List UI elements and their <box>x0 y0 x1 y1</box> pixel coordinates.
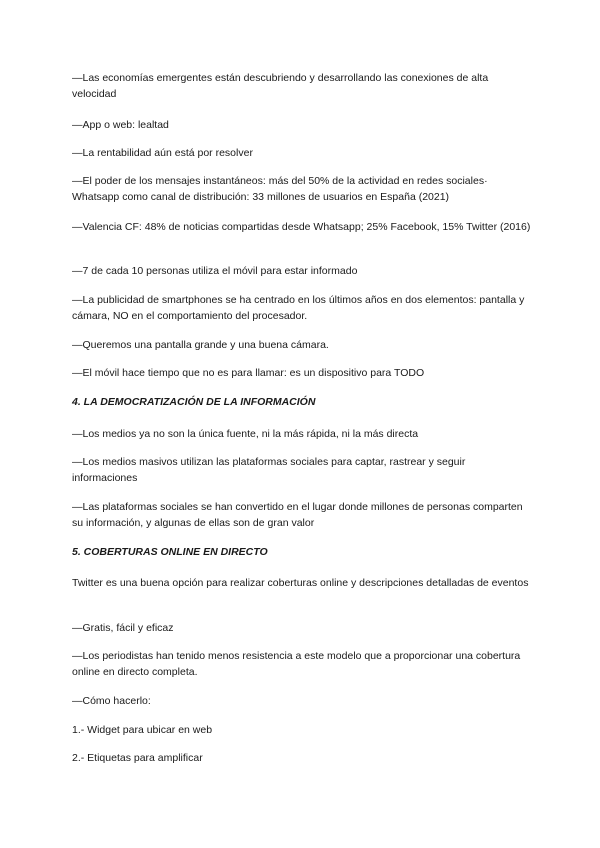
paragraph-mass-media-social: —Los medios masivos utilizan las plataformas sociales para captar, rastrear y seguir informaciones <box>72 456 466 484</box>
paragraph-instant-messaging: —El poder de los mensajes instantáneos: más del 50% de la actividad en redes sociales· Whatsapp como canal de distribución: 33 millones de usuarios en España (2021) <box>72 175 488 203</box>
paragraph-emerging-economies: —Las economías emergentes están descubriendo y desarrollando las conexiones de alta velocidad <box>72 72 489 100</box>
paragraph-profitability: —La rentabilidad aún está por resolver <box>72 147 253 159</box>
paragraph-twitter-coverage: Twitter es una buena opción para realizar coberturas online y descripciones detalladas de eventos <box>72 577 529 589</box>
paragraph-how-to: —Cómo hacerlo: <box>72 695 151 707</box>
paragraph-free-easy: —Gratis, fácil y eficaz <box>72 622 174 634</box>
paragraph-social-platforms: —Las plataformas sociales se han convertido en el lugar donde millones de personas comparten su información, y algunas de ellas son de gran valor <box>72 501 523 529</box>
paragraph-smartphone-advertising: —La publicidad de smartphones se ha centrado en los últimos años en dos elementos: pantalla y cámara, NO en el comportamiento del procesador. <box>72 294 525 322</box>
paragraph-mobile-for-everything: —El móvil hace tiempo que no es para llamar: es un dispositivo para TODO <box>72 367 425 379</box>
paragraph-media-not-only-source: —Los medios ya no son la única fuente, ni la más rápida, ni la más directa <box>72 428 419 440</box>
list-item-widget: 1.- Widget para ubicar en web <box>72 724 213 736</box>
section-4-heading: 4. LA DEMOCRATIZACIÓN DE LA INFORMACIÓN <box>72 396 316 408</box>
section-5-heading: 5. COBERTURAS ONLINE EN DIRECTO <box>72 546 268 558</box>
paragraph-app-or-web: —App o web: lealtad <box>72 119 169 131</box>
paragraph-journalists-resistance: —Los periodistas han tenido menos resistencia a este modelo que a proporcionar una cobertura online en directo completa. <box>72 650 521 678</box>
paragraph-mobile-informed: —7 de cada 10 personas utiliza el móvil para estar informado <box>72 265 358 277</box>
list-item-tags: 2.- Etiquetas para amplificar <box>72 752 203 764</box>
paragraph-valencia-cf: —Valencia CF: 48% de noticias compartidas desde Whatsapp; 25% Facebook, 15% Twitter (2016) <box>72 221 531 233</box>
paragraph-big-screen: —Queremos una pantalla grande y una buena cámara. <box>72 339 329 351</box>
